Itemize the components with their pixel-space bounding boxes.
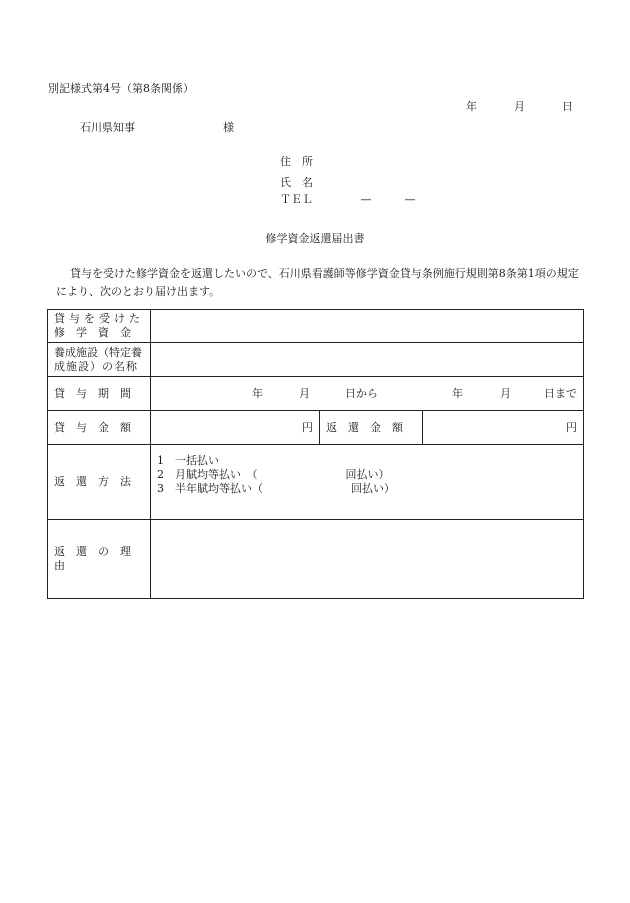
school-label (48, 343, 151, 377)
repay-amount-value[interactable]: 円 (423, 411, 584, 445)
table-row-school (48, 343, 584, 377)
table-row-reason (48, 520, 584, 599)
method-option-semiannual[interactable]: 3 半年賦均等払い（ 回払い） (157, 482, 395, 495)
reason-label: 返 還 の 理 由 (48, 520, 151, 599)
funds-label-line2: 修 学 資 金 (54, 326, 131, 339)
method-option-monthly[interactable]: 2 月賦均等払い （ 回払い） (157, 468, 390, 481)
funds-value[interactable] (151, 310, 584, 343)
amount-label: 貸 与 金 額 (48, 411, 151, 445)
period-end-day: 日まで (544, 387, 577, 400)
body-paragraph: 貸与を受けた修学資金を返還したいので、石川県看護師等修学資金貸与条例施行規則第8条第1項の規定により、次のとおり届け出ます。 (56, 267, 579, 298)
funds-label-line1: 貸与を受けた (54, 312, 144, 325)
application-table (47, 309, 584, 599)
applicant-tel-value[interactable]: — — (360, 193, 416, 206)
table-row-method (48, 445, 584, 520)
period-label: 貸 与 期 間 (48, 377, 151, 411)
period-value[interactable] (151, 377, 584, 411)
period-start-day: 日から (345, 387, 378, 400)
table-row-funds (48, 310, 584, 343)
school-value[interactable] (151, 343, 584, 377)
date-month: 月 (514, 100, 525, 113)
applicant-name-label: 氏 名 (280, 176, 313, 189)
applicant-tel-label: ＴＥＬ (280, 193, 313, 206)
period-start-month: 月 (299, 387, 310, 400)
period-end-month: 月 (500, 387, 511, 400)
form-number: 別記様式第4号（第8条関係） (48, 82, 194, 95)
method-options (151, 445, 584, 520)
table-row-period (48, 377, 584, 411)
method-label: 返 還 方 法 (48, 445, 151, 520)
recipient-name: 石川県知事 (80, 121, 135, 134)
document-title: 修学資金返還届出書 (265, 232, 365, 245)
method-option-lump-sum[interactable]: 1 一括払い (157, 454, 219, 467)
table-row-amount (48, 411, 584, 445)
school-label-line2: 成施設）の名称 (54, 359, 138, 373)
date-day: 日 (562, 100, 573, 113)
applicant-tel-row (280, 193, 416, 207)
funds-label (48, 310, 151, 343)
applicant-name-row (280, 176, 313, 190)
school-label-line1: 養成施設（特定養 (54, 345, 142, 359)
applicant-address-label: 住 所 (280, 155, 313, 168)
reason-value[interactable] (151, 520, 584, 599)
period-start-year: 年 (252, 387, 263, 400)
amount-value[interactable]: 円 (151, 411, 320, 445)
repay-amount-label: 返 還 金 額 (320, 411, 423, 445)
date-year: 年 (466, 100, 477, 113)
applicant-address-row (280, 155, 313, 169)
period-end-year: 年 (452, 387, 463, 400)
recipient-honorific: 様 (223, 121, 234, 134)
